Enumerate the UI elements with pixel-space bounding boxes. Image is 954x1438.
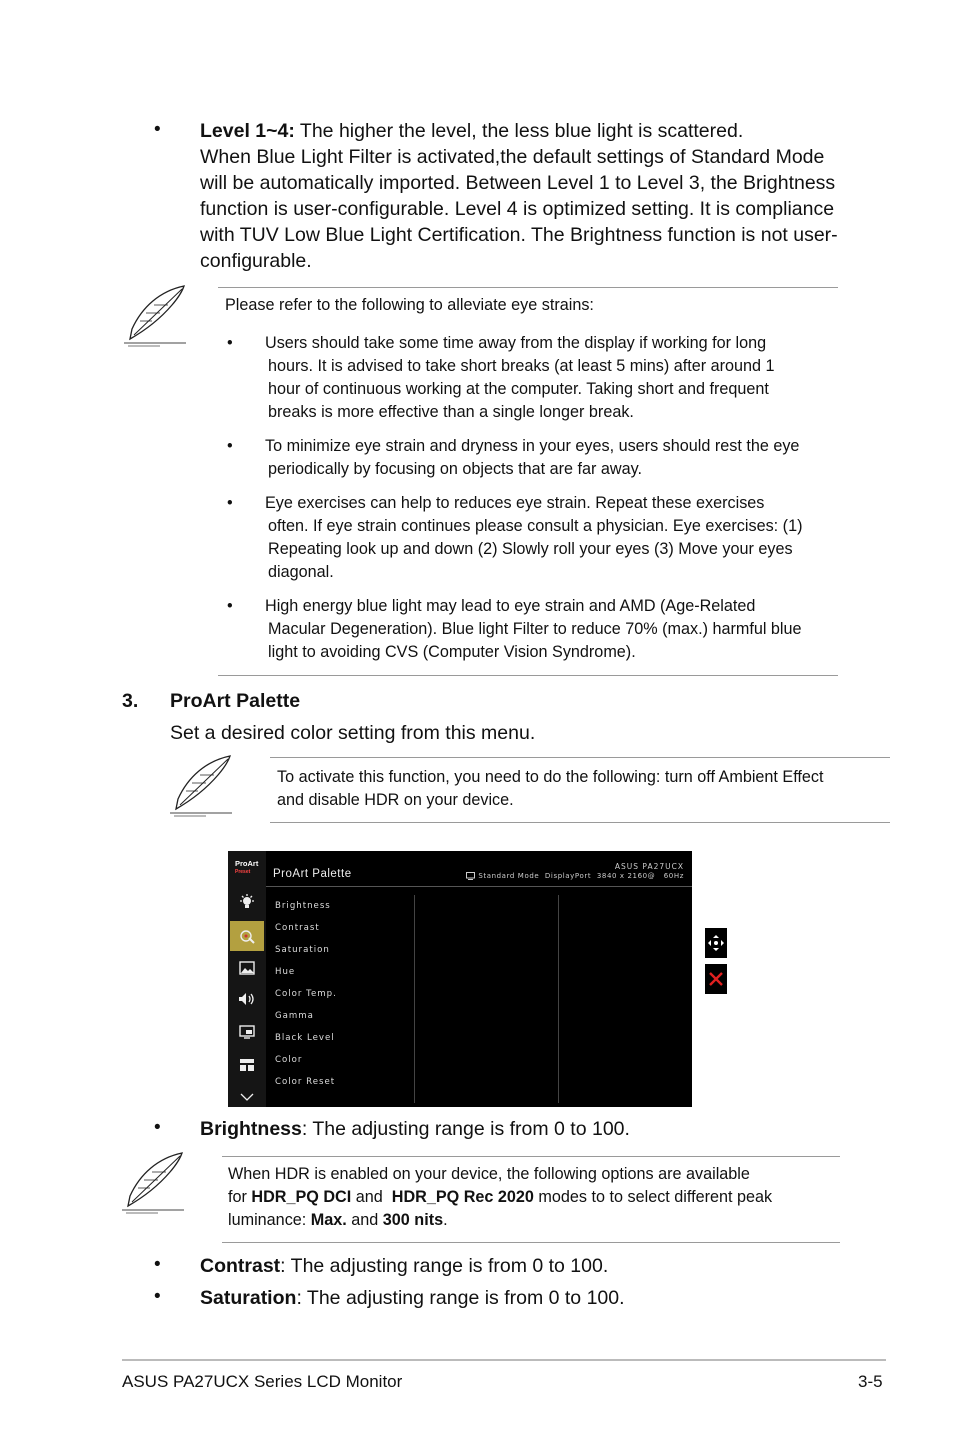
note-bottom-rule	[270, 822, 890, 823]
image-icon[interactable]	[233, 954, 261, 982]
osd-item-saturation[interactable]: Saturation	[275, 945, 330, 955]
note-text: To activate this function, you need to do the following: turn off Ambient Effect and disable HDR on your device.	[277, 768, 824, 809]
section-number: 3.	[122, 690, 139, 712]
system-icon[interactable]	[233, 1051, 261, 1079]
osd-item-hue[interactable]: Hue	[275, 967, 296, 977]
osd-model: ASUS PA27UCX	[614, 862, 684, 871]
note-top-rule	[270, 757, 890, 758]
feather-note-icon	[118, 1150, 188, 1215]
osd-sidebar	[228, 851, 266, 1107]
note-top-rule	[218, 287, 838, 288]
osd-item-contrast[interactable]: Contrast	[275, 923, 320, 933]
close-icon[interactable]	[705, 964, 727, 994]
note-bullet-text: High energy blue light may lead to eye strain and AMD (Age-Related Macular Degeneration). Blue light Filter to reduce 70% (max.) harmful blue light to avoiding CVS (Computer Vision Syndrome).	[265, 597, 802, 661]
osd-item-brightness[interactable]: Brightness	[275, 901, 331, 911]
note-bullet-text: Users should take some time away from the display if working for long hours. It is advised to take short breaks (at least 5 mins) after around 1 hour of continuous working at the computer. Taking short and frequent breaks is more effective than a single longer break.	[265, 334, 775, 421]
text-line: will be automatically imported. Between Level 1 to Level 3, the Brightness	[200, 172, 836, 194]
bullet: •	[154, 119, 161, 140]
note-bullet-text: To minimize eye strain and dryness in your eyes, users should rest the eye periodically by focusing on objects that are far away.	[265, 437, 800, 478]
section-description: Set a desired color setting from this menu.	[170, 722, 536, 744]
footer-title: ASUS PA27UCX Series LCD Monitor	[122, 1372, 403, 1391]
note-bottom-rule	[222, 1242, 840, 1243]
note-text: When HDR is enabled on your device, the following options are available for HDR_PQ DCI and HDR_PQ Rec 2020 modes to to select different peak luminance: Max. and 300 nits.	[228, 1165, 773, 1229]
feather-note-icon	[120, 283, 190, 348]
brightness-paragraph: Brightness: The adjusting range is from 0 to 100.	[200, 1118, 630, 1140]
chevron-down-icon[interactable]	[233, 1083, 261, 1111]
osd-title: ProArt Palette	[273, 868, 352, 880]
bullet: •	[227, 597, 233, 615]
proart-logo: ProArt Preset	[235, 859, 259, 875]
osd-menu	[228, 851, 692, 1107]
note-bullet-text: Eye exercises can help to reduces eye strain. Repeat these exercises often. If eye strain continues please consult a physician. Eye exercises: (1) Repeating look up and down (2) Slowly roll your eyes (3) Move your eyes diagonal.	[265, 494, 803, 581]
palette-icon[interactable]	[230, 921, 264, 951]
text-line: with TUV Low Blue Light Certification. The Brightness function is not user-	[200, 224, 838, 246]
osd-item-color[interactable]: Color	[275, 1055, 303, 1065]
osd-item-color-temp[interactable]: Color Temp.	[275, 989, 337, 999]
page-number: 3-5	[858, 1372, 883, 1391]
bullet: •	[154, 1117, 161, 1138]
note-bottom-rule	[218, 675, 838, 676]
feather-note-icon	[166, 753, 236, 818]
text-line: The higher the level, the less blue light is scattered.	[294, 120, 744, 142]
text-line: configurable.	[200, 250, 312, 272]
text-line: function is user-configurable. Level 4 is optimized setting. It is compliance	[200, 198, 835, 220]
input-icon[interactable]	[233, 1018, 261, 1046]
level-term: Level 1~4:	[200, 120, 295, 142]
move-icon[interactable]	[705, 928, 727, 958]
saturation-paragraph: Saturation: The adjusting range is from 0 to 100.	[200, 1287, 625, 1309]
bullet: •	[227, 334, 233, 352]
speaker-icon[interactable]	[233, 985, 261, 1013]
note-top-rule	[222, 1156, 840, 1157]
monitor-icon	[466, 872, 475, 880]
osd-column-divider	[558, 895, 559, 1103]
section-title: ProArt Palette	[170, 690, 301, 712]
footer-rule	[122, 1359, 886, 1361]
bullet: •	[227, 494, 233, 512]
contrast-paragraph: Contrast: The adjusting range is from 0 to 100.	[200, 1255, 609, 1277]
note-intro: Please refer to the following to alleviate eye strains:	[225, 296, 594, 314]
bulb-icon[interactable]	[233, 888, 261, 916]
osd-item-black-level[interactable]: Black Level	[275, 1033, 335, 1043]
osd-column-divider	[414, 895, 415, 1103]
osd-divider	[266, 886, 692, 887]
bullet: •	[227, 437, 233, 455]
osd-item-color-reset[interactable]: Color Reset	[275, 1077, 336, 1087]
level-paragraph	[200, 118, 860, 274]
bullet: •	[154, 1254, 161, 1275]
osd-status: Standard Mode DisplayPort 3840 x 2160@ 60Hz	[466, 872, 684, 880]
osd-item-gamma[interactable]: Gamma	[275, 1011, 314, 1021]
text-line: When Blue Light Filter is activated,the default settings of Standard Mode	[200, 146, 825, 168]
bullet: •	[154, 1286, 161, 1307]
